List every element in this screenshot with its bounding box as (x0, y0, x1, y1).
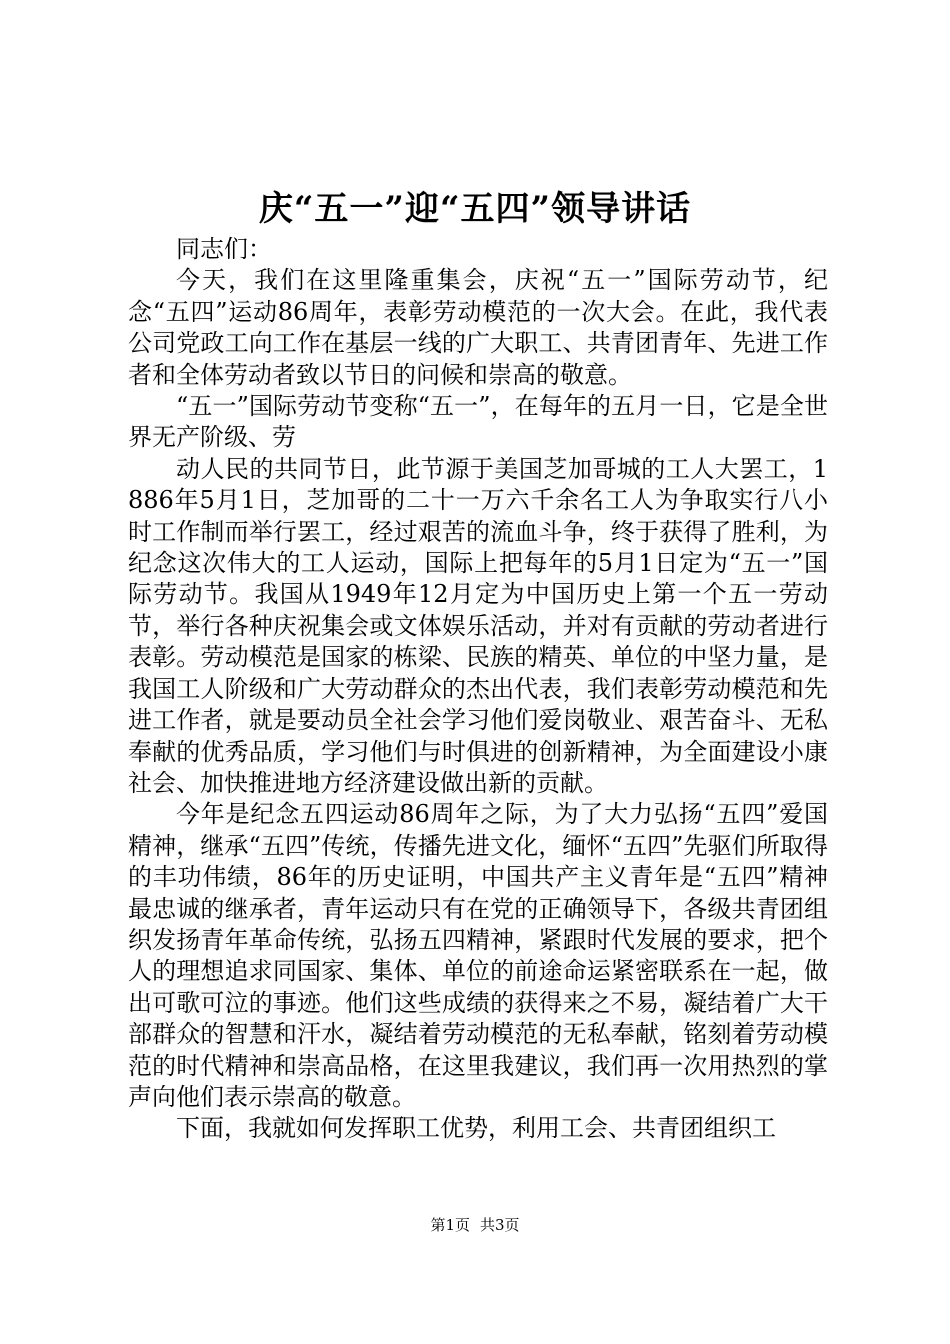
body-paragraph: 今年是纪念五四运动86周年之际，为了大力弘扬“五四”爱国精神，继承“五四”传统，传播先进文化，缅怀“五四”先驱们所取得的丰功伟绩，86年的历史证明，中国共产主义青年是“五四”精神最忠诚的继承者，青年运动只有在党的正确领导下，各级共青团组织发扬青年革命传统，弘扬五四精神，紧跟时代发展的要求，把个人的理想追求同国家、集体、单位的前途命运紧密联系在一起，做出可歌可泣的事迹。他们这些成绩的获得来之不易，凝结着广大干部群众的智慧和汗水，凝结着劳动模范的无私奉献，铭刻着劳动模范的时代精神和崇高品格，在这里我建议，我们再一次用热烈的掌声向他们表示崇高的敬意。 (128, 800, 828, 1111)
body-paragraph: 今天，我们在这里隆重集会，庆祝“五一”国际劳动节，纪念“五四”运动86周年，表彰劳动模范的一次大会。在此，我代表公司党政工向工作在基层一线的广大职工、共青团青年、先进工作者和全体劳动者致以节日的问候和崇高的敬意。 (128, 266, 828, 389)
page-total: 共3页 (480, 1216, 520, 1234)
body-paragraph: 下面，我就如何发挥职工优势，利用工会、共青团组织工 (176, 1114, 776, 1143)
body-paragraph: “五一”国际劳动节变称“五一”，在每年的五月一日，它是全世界无产阶级、劳 (128, 392, 828, 452)
salutation-paragraph: 同志们： (176, 235, 272, 263)
document-title: 庆“五一”迎“五四”领导讲话 (258, 189, 692, 229)
page-footer (0, 1213, 950, 1237)
document-body (128, 234, 828, 1145)
body-paragraph: 动人民的共同节日，此节源于美国芝加哥城的工人大罢工，1886年5月1日，芝加哥的二十一万六千余名工人为争取实行八小时工作制而举行罢工，经过艰苦的流血斗争，终于获得了胜利，为纪念这次伟大的工人运动，国际上把每年的5月1日定为“五一”国际劳动节。我国从1949年12月定为中国历史上第一个五一劳动节，举行各种庆祝集会或文体娱乐活动，并对有贡献的劳动者进行表彰。劳动模范是国家的栋梁、民族的精英、单位的中坚力量，是我国工人阶级和广大劳动群众的杰出代表，我们表彰劳动模范和先进工作者，就是要动员全社会学习他们爱岗敬业、艰苦奋斗、无私奉献的优秀品质，学习他们与时俱进的创新精神，为全面建设小康社会、加快推进地方经济建设做出新的贡献。 (128, 454, 828, 797)
page-number: 第1页 (430, 1216, 470, 1234)
